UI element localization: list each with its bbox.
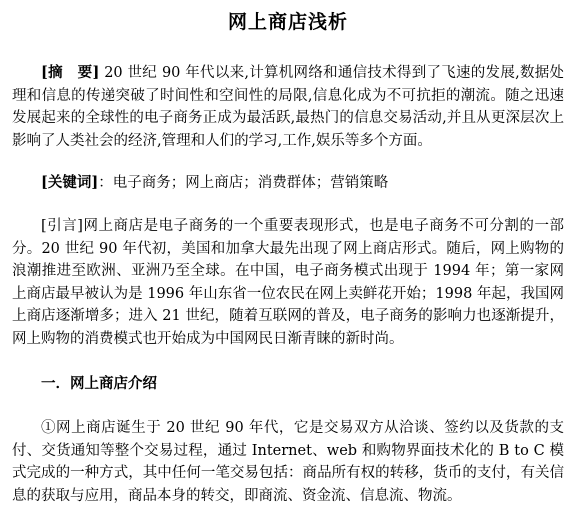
abstract-text: 20 世纪 90 年代以来,计算机网络和通信技术得到了飞速的发展,数据处理和信息的传递突破了时间性和空间性的局限,信息化成为不可抗拒的潮流。随之迅速发展起来的全球性的电子商务正成为最活跃,最热门的信息交易活动,并且从更深层次上影响了人类社会的经济,管理和人们的学习,工作,娱乐等多个方面。 — [12, 65, 565, 149]
section-body-1: ①网上商店诞生于 20 世纪 90 年代，它是交易双方从洽谈、签约以及货款的支付、交货通知等整个交易过程，通过 Internet、web 和购物界面技术化的 B to C 模式完成的一种方式，其中任何一笔交易包括：商品所有权的转移，货币的支付，有关信息的获取与应用，商品本身的转交，即商流、资金流、信息流、物流。 — [12, 420, 564, 504]
keywords-label: [关键词] — [41, 174, 99, 192]
document-page — [12, 0, 564, 508]
intro-text: 网上商店是电子商务的一个重要表现形式，也是电子商务不可分割的一部分。20 世纪 90 年代初，美国和加拿大最先出现了网上商店形式。随后，网上购物的浪潮推进至欧洲、亚洲乃至全球。在中国，电子商务模式出现于 1994 年；第一家网上商店最早被认为是 1996 年山东省一位农民在网上卖鲜花开始；1998 年起，我国网上商店逐渐增多；进入 21 世纪，随着互联网的普及，电子商务的影响力也逐渐提升，网上购物的消费模式也开始成为中国网民日渐青睐的新时尚。 — [12, 217, 564, 347]
abstract-paragraph — [12, 62, 564, 152]
keywords-text: ：电子商务；网上商店；消费群体；营销策略 — [98, 175, 389, 192]
intro-label: [引言] — [41, 217, 83, 234]
intro-paragraph — [12, 215, 564, 351]
document-title: 网上商店浅析 — [227, 11, 348, 33]
abstract-label: [摘 要] — [41, 64, 100, 81]
keywords-paragraph — [12, 172, 564, 195]
section-heading-1: 一．网上商店介绍 — [41, 374, 157, 392]
